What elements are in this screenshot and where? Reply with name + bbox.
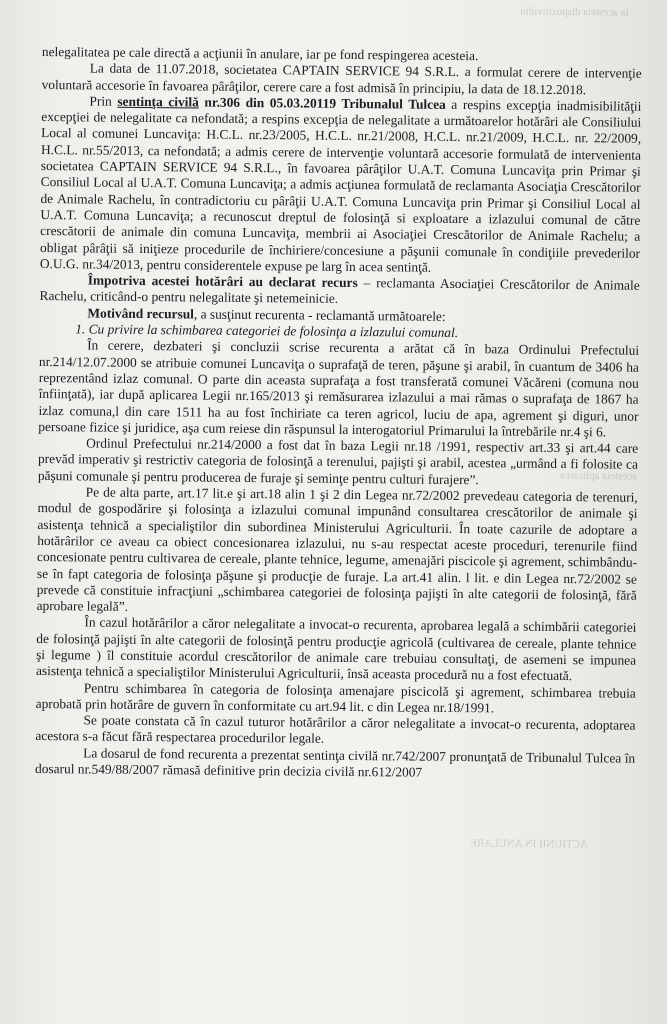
sentinta-body: a respins excepţia inadmisibilităţii excepţiei de nelegalitate ca nefondată; a respins excepţia de nelegalitate a următoarelor hotărâri ale Consiliului Local al comunei Luncaviţa: H.C.L. nr.23/2005, H.C.L. nr.21/2008, H.C.L. nr.21/2009, H.C.L. nr. 22/2009, H.C.L. nr.55/2013, ca nefondată; a admis cerere de intervenţie voluntară accesorie formulată de intervenienta societatea CAPTAIN SERVICE 94 S.R.L., în favoarea pârâţilor U.A.T. Comuna Luncaviţa prin Primar şi Consiliul Local al U.A.T. Comuna Luncaviţa; a admis acţiunea formulată de reclamanta Asociaţia Crescătorilor de Animale Rachelu, în contradictoriu cu pârâţii U.A.T. Comuna Luncaviţa prin Primar şi Consiliul Local al U.A.T. Comuna Luncaviţa; a recunoscut dreptul de folosinţă si exploatare a izlazului comunal de către crescătorii de animale din comuna Luncaviţa, membrii ai Asociaţiei Crescătorilor de Animale Rachelu; a obligat pârâţii să iniţieze procedurile de închiriere/concesiune a păşunii comunale în condiţiile prevederilor O.U.G. nr.34/2013, pentru considerentele expuse pe larg în acea sentinţă. bbox=[39, 96, 642, 275]
paragraph-cerere: În cerere, dezbateri şi concluzii scrise recurenta a arătat că în baza Ordinului Prefectului nr.214/12.07.2000 se atribuie comunei Luncaviţa o suprafaţă de teren, păşune şi arabil, în cuantum de 3406 ha reprezentând izlaz comunal. O parte din aceasta suprafaţa a fost transferată comunei Văcăreni (comuna nou înfiinţată), iar după aplicarea Legii nr.165/2013 şi remăsurarea izlazului a mai rămas o suprafaţa de 1867 ha izlaz comuna,l din care 1511 ha au fost închiriate ca teren agricol, luciu de apa, agrement şi diguri, unor persoane fizice şi juridice, aşa cum reiese din răspunsul la interogatoriul Primarului la întrebările nr.4 şi 6. bbox=[38, 337, 640, 440]
paragraph-ordinul: Ordinul Prefectului nr.214/2000 a fost dat în baza Legii nr.18 /1991, respectiv art.33 şi art.44 care prevăd imperativ şi restrictiv categoria de folosinţă a terenului, pajişti şi arabil, acestea „urmând a fi folosite ca păşuni comunale şi pentru producerea de furaje şi seminţe pentru culturi furajere”. bbox=[37, 435, 639, 487]
paragraph-dosar-fond: La dosarul de fond recurenta a prezentat sentinţa civilă nr.742/2007 pronunţată de Tribunalul Tulcea în dosarul nr.549/88/2007 rămasă definitive prin decizia civilă nr.612/2007 bbox=[34, 745, 636, 780]
paragraph-sentinta bbox=[40, 93, 642, 278]
bleed-through-text: ia acesteia dispozitivului bbox=[519, 5, 629, 19]
sentinta-number: nr.306 din 05.03.20119 Tribunalul Tulcea bbox=[198, 94, 446, 112]
recurs-rest: – reclamanta Asociaţiei Crescătorilor de Animale Rachelu, criticând-o pentru nelegalitate şi netemeinicie. bbox=[39, 275, 640, 307]
paragraph-schimbarea: Pentru schimbarea în categoria de folosinţa amenajare piscicolă şi agrement, schimbarea trebuia aprobată prin hotărâre de guvern în conformitate cu art.94 lit. c din Legea nr.18/1991. bbox=[35, 680, 636, 716]
motivand-rest: , a susţinut recurenta - reclamantă următoarele: bbox=[193, 306, 446, 324]
paragraph-hotarari: În cazul hotărârilor a căror nelegalitate a invocat-o recurenta, aprobarea legală a schimbării categoriei de folosinţă pajişti în alte categorii de folosinţă pentru producţie agricolă (cultivarea de cereale, plante tehnice şi legume ) îl constituie acordul crescătorilor de animale care trebuiau consultaţi, de asemeni se impunea asistenţa tehnică a specialiştilor Ministerului Agriculturii, însă aceasta procedură nu a fost efectuată. bbox=[35, 614, 637, 684]
bleed-through-text: acesteia aplicarea bbox=[559, 469, 638, 483]
paragraph-constatare: Se poate constata că în cazul tuturor hotărârilor a căror nelegalitate a invocat-o recurenta, adoptarea acestora s-a făcut fără respectarea procedurilor legale. bbox=[35, 712, 636, 747]
paragraph-intervention: La data de 11.07.2018, societatea CAPTAIN SERVICE 94 S.R.L. a formulat cerere de intervenţie voluntară accesorie în favoarea pârâţilor, cerere care a fost admisă în principiu, la data de 18.12.2018. bbox=[41, 60, 642, 97]
section-heading: 1. Cu privire la schimbarea categoriei de folosinţa a izlazului comunal. bbox=[75, 321, 459, 341]
sentinta-prefix: Prin bbox=[89, 93, 118, 109]
recurs-bold: Împotriva acestei hotărâri au declarat recurs bbox=[87, 272, 358, 291]
motivand-bold: Motivând recursul bbox=[87, 305, 195, 322]
sentinta-label: sentinţa civilă bbox=[117, 93, 199, 110]
bleed-through-text: ACTIUNII IN ANULARE bbox=[469, 837, 588, 851]
paragraph-nelegalitate: nelegalitatea pe cale directă a acţiunii în anulare, iar pe fond respingerea acesteia. bbox=[41, 44, 479, 64]
document-body bbox=[35, 44, 642, 783]
paragraph-legea-72: Pe de alta parte, art.17 lit.e şi art.18 alin 1 şi 2 din Legea nr.72/2002 prevedeau categoria de terenuri, modul de gospodărire şi folosinţa a izlazului comunal impunând consultarea crescătorilor de animale şi asistenţa tehnică a specialiştilor din subordinea Ministerului Agriculturii. În toate cazurile de adoptare a hotărârilor ce aveau ca obiect concesionarea izlazului, nu s-au respectat aceste proceduri, terenurile fiind concesionate pentru cultivarea de cereale, plante tehnice, legume, amenajări piscicole şi agrement, schimbându-se în fapt categoria de folosinţa păşune şi producţie de furaje. La art.41 alin. l lit. e din Legea nr.72/2002 se prevede că constituie infracţiuni „schimbarea categoriei de folosinţa pajişti în alte categorii de folosinţă, fără aprobare legală”. bbox=[36, 484, 638, 614]
